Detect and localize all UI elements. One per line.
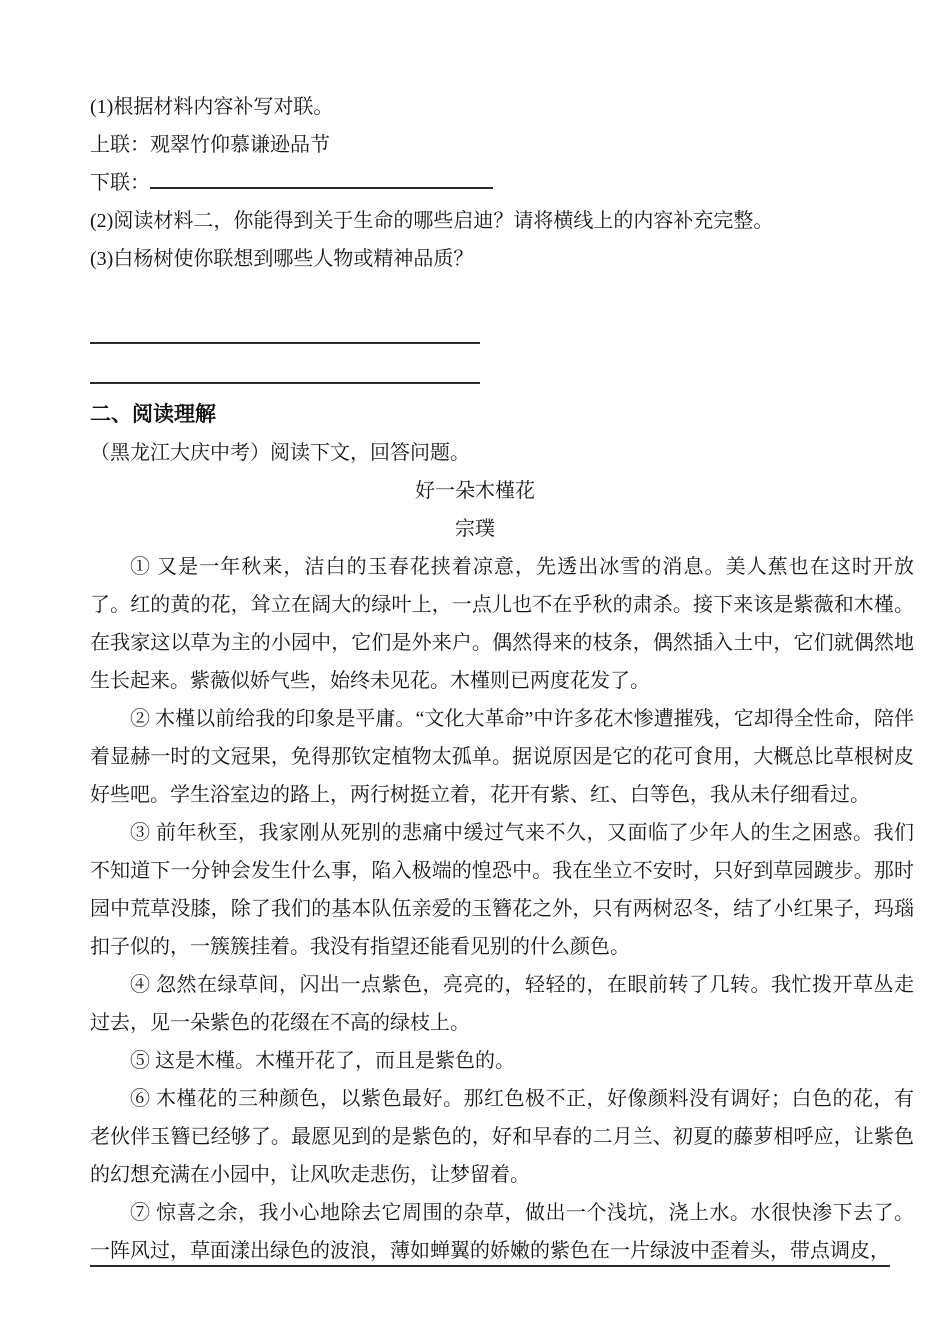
- article-paragraph-1: ① 又是一年秋来，洁白的玉春花挟着凉意，先透出冰雪的消息。美人蕉也在这时开放了。红的黄的花，耸立在阔大的绿叶上，一点儿也不在乎秋的肃杀。接下来该是紫薇和木槿。在我家这以草为主的小园中，它们是外来户。偶然得来的枝条，偶然插入土中，它们就偶然地生长起来。紫薇似娇气些，始终未见花。木槿则已两度花发了。: [90, 556, 914, 692]
- article-paragraph-4: ④ 忽然在绿草间，闪出一点紫色，亮亮的，轻轻的，在眼前转了几转。我忙拨开草丛走过去，见一朵紫色的花缀在不高的绿枝上。: [90, 974, 914, 1034]
- paragraph-7-normal-text: ⑦ 惊喜之余，我小心地除去它周围的杂草，做出一个浅坑，浇上水。水很快渗下去了。: [130, 1202, 914, 1224]
- exam-source-note: （黑龙江大庆中考）阅读下文，回答问题。: [90, 442, 470, 464]
- article-paragraph-2: ② 木槿以前给我的印象是平庸。“文化大革命”中许多花木惨遭摧残，它却得全性命，陪伴着显赫一时的文冠果，免得那钦定植物太孤单。据说原因是它的花可食用，大概总比草根树皮好些吧。学生浴室边的路上，两行树挺立着，花开有紫、红、白等色，我从未仔细看过。: [90, 708, 914, 806]
- article-paragraph-7: [90, 1194, 914, 1270]
- answer-blank-line-2: [90, 356, 480, 384]
- article-author: 宗璞: [455, 518, 495, 540]
- couplet-first-label: 上联：: [90, 134, 150, 156]
- answer-blank-line-1: [90, 316, 480, 344]
- question-1-text: (1)根据材料内容补写对联。: [90, 96, 334, 118]
- couplet-first-text: 观翠竹仰慕谦逊品节: [150, 134, 330, 156]
- couplet-answer-blank: [150, 165, 493, 189]
- article-paragraph-3: ③ 前年秋至，我家刚从死别的悲痛中缓过气来不久，又面临了少年人的生之困惑。我们不知道下一分钟会发生什么事，陷入极端的惶恐中。我在坐立不安时，只好到草园踱步。那时园中荒草没膝，除了我们的基本队伍亲爱的玉簪花之外，只有两树忍冬，结了小红果子，玛瑙扣子似的，一簇簇挂着。我没有指望还能看见别的什么颜色。: [90, 822, 914, 958]
- question-3-text: (3)白杨树使你联想到哪些人物或精神品质？: [90, 248, 474, 270]
- couplet-first-line: [90, 126, 936, 164]
- couplet-second-label: 下联：: [90, 172, 150, 194]
- question-2-text: (2)阅读材料二，你能得到关于生命的哪些启迪？请将横线上的内容补充完整。: [90, 210, 774, 232]
- article-body: [90, 548, 936, 1270]
- article-paragraph-6: ⑥ 木槿花的三种颜色，以紫色最好。那红色极不正，好像颜料没有调好；白色的花，有老伙伴玉簪已经够了。最愿见到的是紫色的，好和早春的二月兰、初夏的藤萝相呼应，让紫色的幻想充满在小园中，让风吹走悲伤，让梦留着。: [90, 1088, 914, 1186]
- spacer: [90, 278, 936, 316]
- paragraph-7-underlined-sentence: 一阵风过，草面漾出绿色的波浪，薄如蝉翼的娇嫩的紫色在一片绿波中歪着头，带点调皮，: [90, 1240, 890, 1267]
- article-title: 好一朵木槿花: [415, 480, 535, 502]
- article-paragraph-5: ⑤ 这是木槿。木槿开花了，而且是紫色的。: [130, 1050, 515, 1072]
- section-heading: 二、阅读理解: [90, 403, 216, 426]
- couplet-second-line: [90, 164, 936, 202]
